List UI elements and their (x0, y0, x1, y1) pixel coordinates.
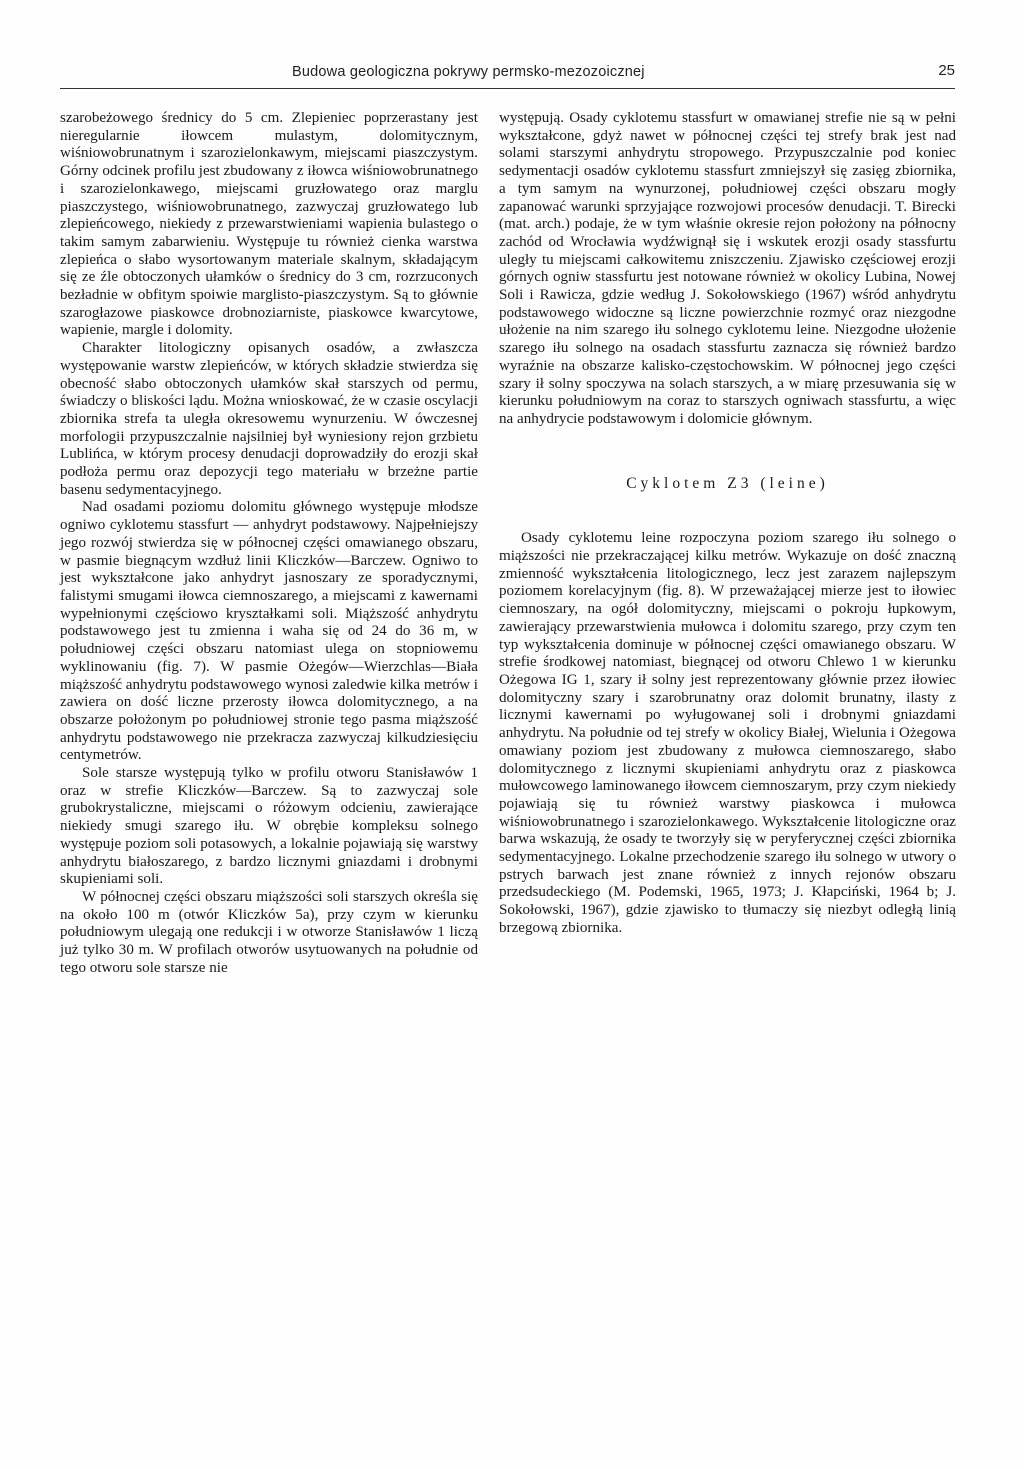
paragraph: Charakter litologiczny opisanych osadów, a zwłaszcza występowanie warstw zlepieńców, w których składzie stwierdza się obecność słabo obtoczonych ułamków skał starszych od permu, świadczy o bliskości lądu. Można wnioskować, że w czasie oscylacji zbiornika strefa ta uległa okresowemu wynurzeniu. W ówczesnej morfologii przypuszczalnie najsilniej był wyniesiony rejon grzbietu Lublińca, w którym procesy denudacji doprowadziły do erozji skał podłoża permu oraz depozycji tego materiału w brzeżne partie basenu sedymentacyjnego. (60, 340, 478, 498)
paragraph: szarobeżowego średnicy do 5 cm. Zlepieniec poprzerastany jest nieregularnie iłowcem mulastym, dolomitycznym, wiśniowobrunatnym i szarozielonkawym, miejscami piaszczystym. Górny odcinek profilu jest zbudowany z iłowca wiśniowobrunatnego i szarozielonkawego, miejscami gruzłowatego oraz marglu piaszczystego, wiśniowobrunatnego, zazwyczaj gruzłowatego lub zlepieńcowego, niekiedy z przewarstwieniami wapienia bulastego o takim samym zabarwieniu. Występuje tu również cienka warstwa zlepieńca o słabo wysortowanym materiale skalnym, składającym się ze źle obtoczonych ułamków o średnicy do 3 cm, rozrzuconych bezładnie w obfitym spoiwie marglisto-piaszczystym. Są to głównie szarogłazowe piaskowce drobnoziarniste, piaskowce kwarcytowe, wapienie, margle i dolomity. (60, 110, 478, 339)
right-column (499, 110, 956, 938)
page-header (60, 60, 955, 89)
page-number: 25 (938, 62, 955, 79)
paragraph: W północnej części obszaru miąższości soli starszych określa się na około 100 m (otwór Kliczków 5a), przy czym w kierunku południowym ulegają one redukcji i w otworze Stanisławów 1 liczą już tylko 30 m. W profilach otworów usytuowanych na południe od tego otworu sole starsze nie (60, 888, 478, 976)
paragraph: Sole starsze występują tylko w profilu otworu Stanisławów 1 oraz w strefie Kliczków—Barczew. Są to zazwyczaj sole grubokrystaliczne, miejscami o różowym odcieniu, zawierające niekiedy smugi szarego iłu. W obrębie kompleksu solnego występuje poziom soli potasowych, a lokalnie pojawiają się warstwy anhydrytu białoszarego, z bardzo licznymi gniazdami i drobnymi skupieniami soli. (60, 765, 478, 888)
left-column (60, 110, 478, 977)
paragraph: Nad osadami poziomu dolomitu głównego występuje młodsze ogniwo cyklotemu stassfurt — anhydryt podstawowy. Najpełniejszy jego rozwój stwierdza się w północnej części omawianego obszaru, w pasmie biegnącym wzdłuż linii Kliczków—Barczew. Ogniwo to jest wykształcone jako anhydryt jasnoszary ze sporadycznymi, falistymi smugami iłowca ciemnoszarego, a miejscami z kawernami wypełnionymi częściowo kryształkami soli. Miąższość anhydrytu podstawowego jest tu zmienna i waha się od 24 do 36 m, w południowej części obszaru natomiast ulega on stopniowemu wyklinowaniu (fig. 7). W pasmie Ożegów—Wierzchlas—Biała miąższość anhydrytu podstawowego wynosi zaledwie kilka metrów i zawiera on dość liczne przerosty iłowca dolomitycznego, a na obszarze położonym po południowej stronie tego pasma miąższość anhydrytu podstawowego nie przekracza zazwyczaj kilkudziesięciu centymetrów. (60, 499, 478, 764)
paragraph: występują. Osady cyklotemu stassfurt w omawianej strefie nie są w pełni wykształcone, gdyż nawet w północnej części tej strefy brak jest nad solami starszymi anhydrytu stropowego. Przypuszczalnie pod koniec sedymentacji osadów cyklotemu stassfurt zmniejszył się zasięg zbiornika, a tym samym na wynurzonej, południowej części obszaru mogły zapanować warunki sprzyjające rozwojowi procesów denudacji. T. Birecki (mat. arch.) podaje, że w tym właśnie okresie rejon położony na północny zachód od Wrocławia wydźwignął się i wskutek erozji osady stassfurtu uległy tu miejscami całkowitemu zniszczeniu. Zjawisko częściowej erozji górnych ogniw stassfurtu jest notowane również w okolicy Lubina, Nowej Soli i Rawicza, gdzie według J. Sokołowskiego (1967) wśród anhydrytu podstawowego widoczne są liczne powierzchnie rozmyć oraz niezgodne ułożenie na nim szarego iłu solnego cyklotemu leine. Niezgodne ułożenie szarego iłu solnego na osadach stassfurtu zaznacza się również bardzo wyraźnie na obszarze kalisko-częstochowskim. W północnej jego części szary ił solny spoczywa na solach starszych, a w miarę przesuwania się w kierunku południowym na coraz to starszych ogniwach stassfurtu, a więc na anhydrycie podstawowym i dolomicie głównym. (499, 110, 956, 427)
running-title: Budowa geologiczna pokrywy permsko-mezozoicznej (292, 64, 645, 80)
section-heading: Cyklotem Z3 (leine) (626, 474, 829, 492)
paragraph: Osady cyklotemu leine rozpoczyna poziom szarego iłu solnego o miąższości nie przekraczającej kilku metrów. Wykazuje on dość znaczną zmienność wykształcenia litologicznego, lecz jest zarazem najlepszym poziomem korelacyjnym (fig. 8). W przeważającej mierze jest to iłowiec ciemnoszary, na ogół dolomityczny, miejscami o pokroju łupkowym, zawierający przewarstwienia mułowca i dolomitu szarego, przy czym ten typ wykształcenia dominuje w północnej części omawianego obszaru. W strefie środkowej natomiast, biegnącej od otworu Chlewo 1 w kierunku Ożegowa IG 1, szary ił solny jest reprezentowany głównie przez iłowiec dolomityczny szary i szarobrunatny oraz dolomit brunatny, ilasty z licznymi kawernami po wyługowanej soli i drobnymi gniazdami anhydrytu. Na południe od tej strefy w okolicy Białej, Wielunia i Ożegowa omawiany poziom jest zbudowany z mułowca ciemnoszarego, słabo dolomitycznego z licznymi skupieniami anhydrytu oraz z piaskowca mułowcowego laminowanego iłowcem ciemnoszarym, przy czym niekiedy pojawiają się tu również warstwy piaskowca i mułowca wiśniowobrunatnego i szarozielonkawego. Wykształcenie litologiczne oraz barwa wskazują, że osady te tworzyły się w peryferycznej części zbiornika sedymentacyjnego. Lokalne przechodzenie szarego iłu solnego w utwory o pstrych barwach jest znane również z innych rejonów obszaru przedsudeckiego (M. Podemski, 1965, 1973; J. Kłapciński, 1964 b; J. Sokołowski, 1967), gdzie zjawisko to tłumaczy się niezbyt odległą linią brzegową zbiornika. (499, 530, 956, 936)
